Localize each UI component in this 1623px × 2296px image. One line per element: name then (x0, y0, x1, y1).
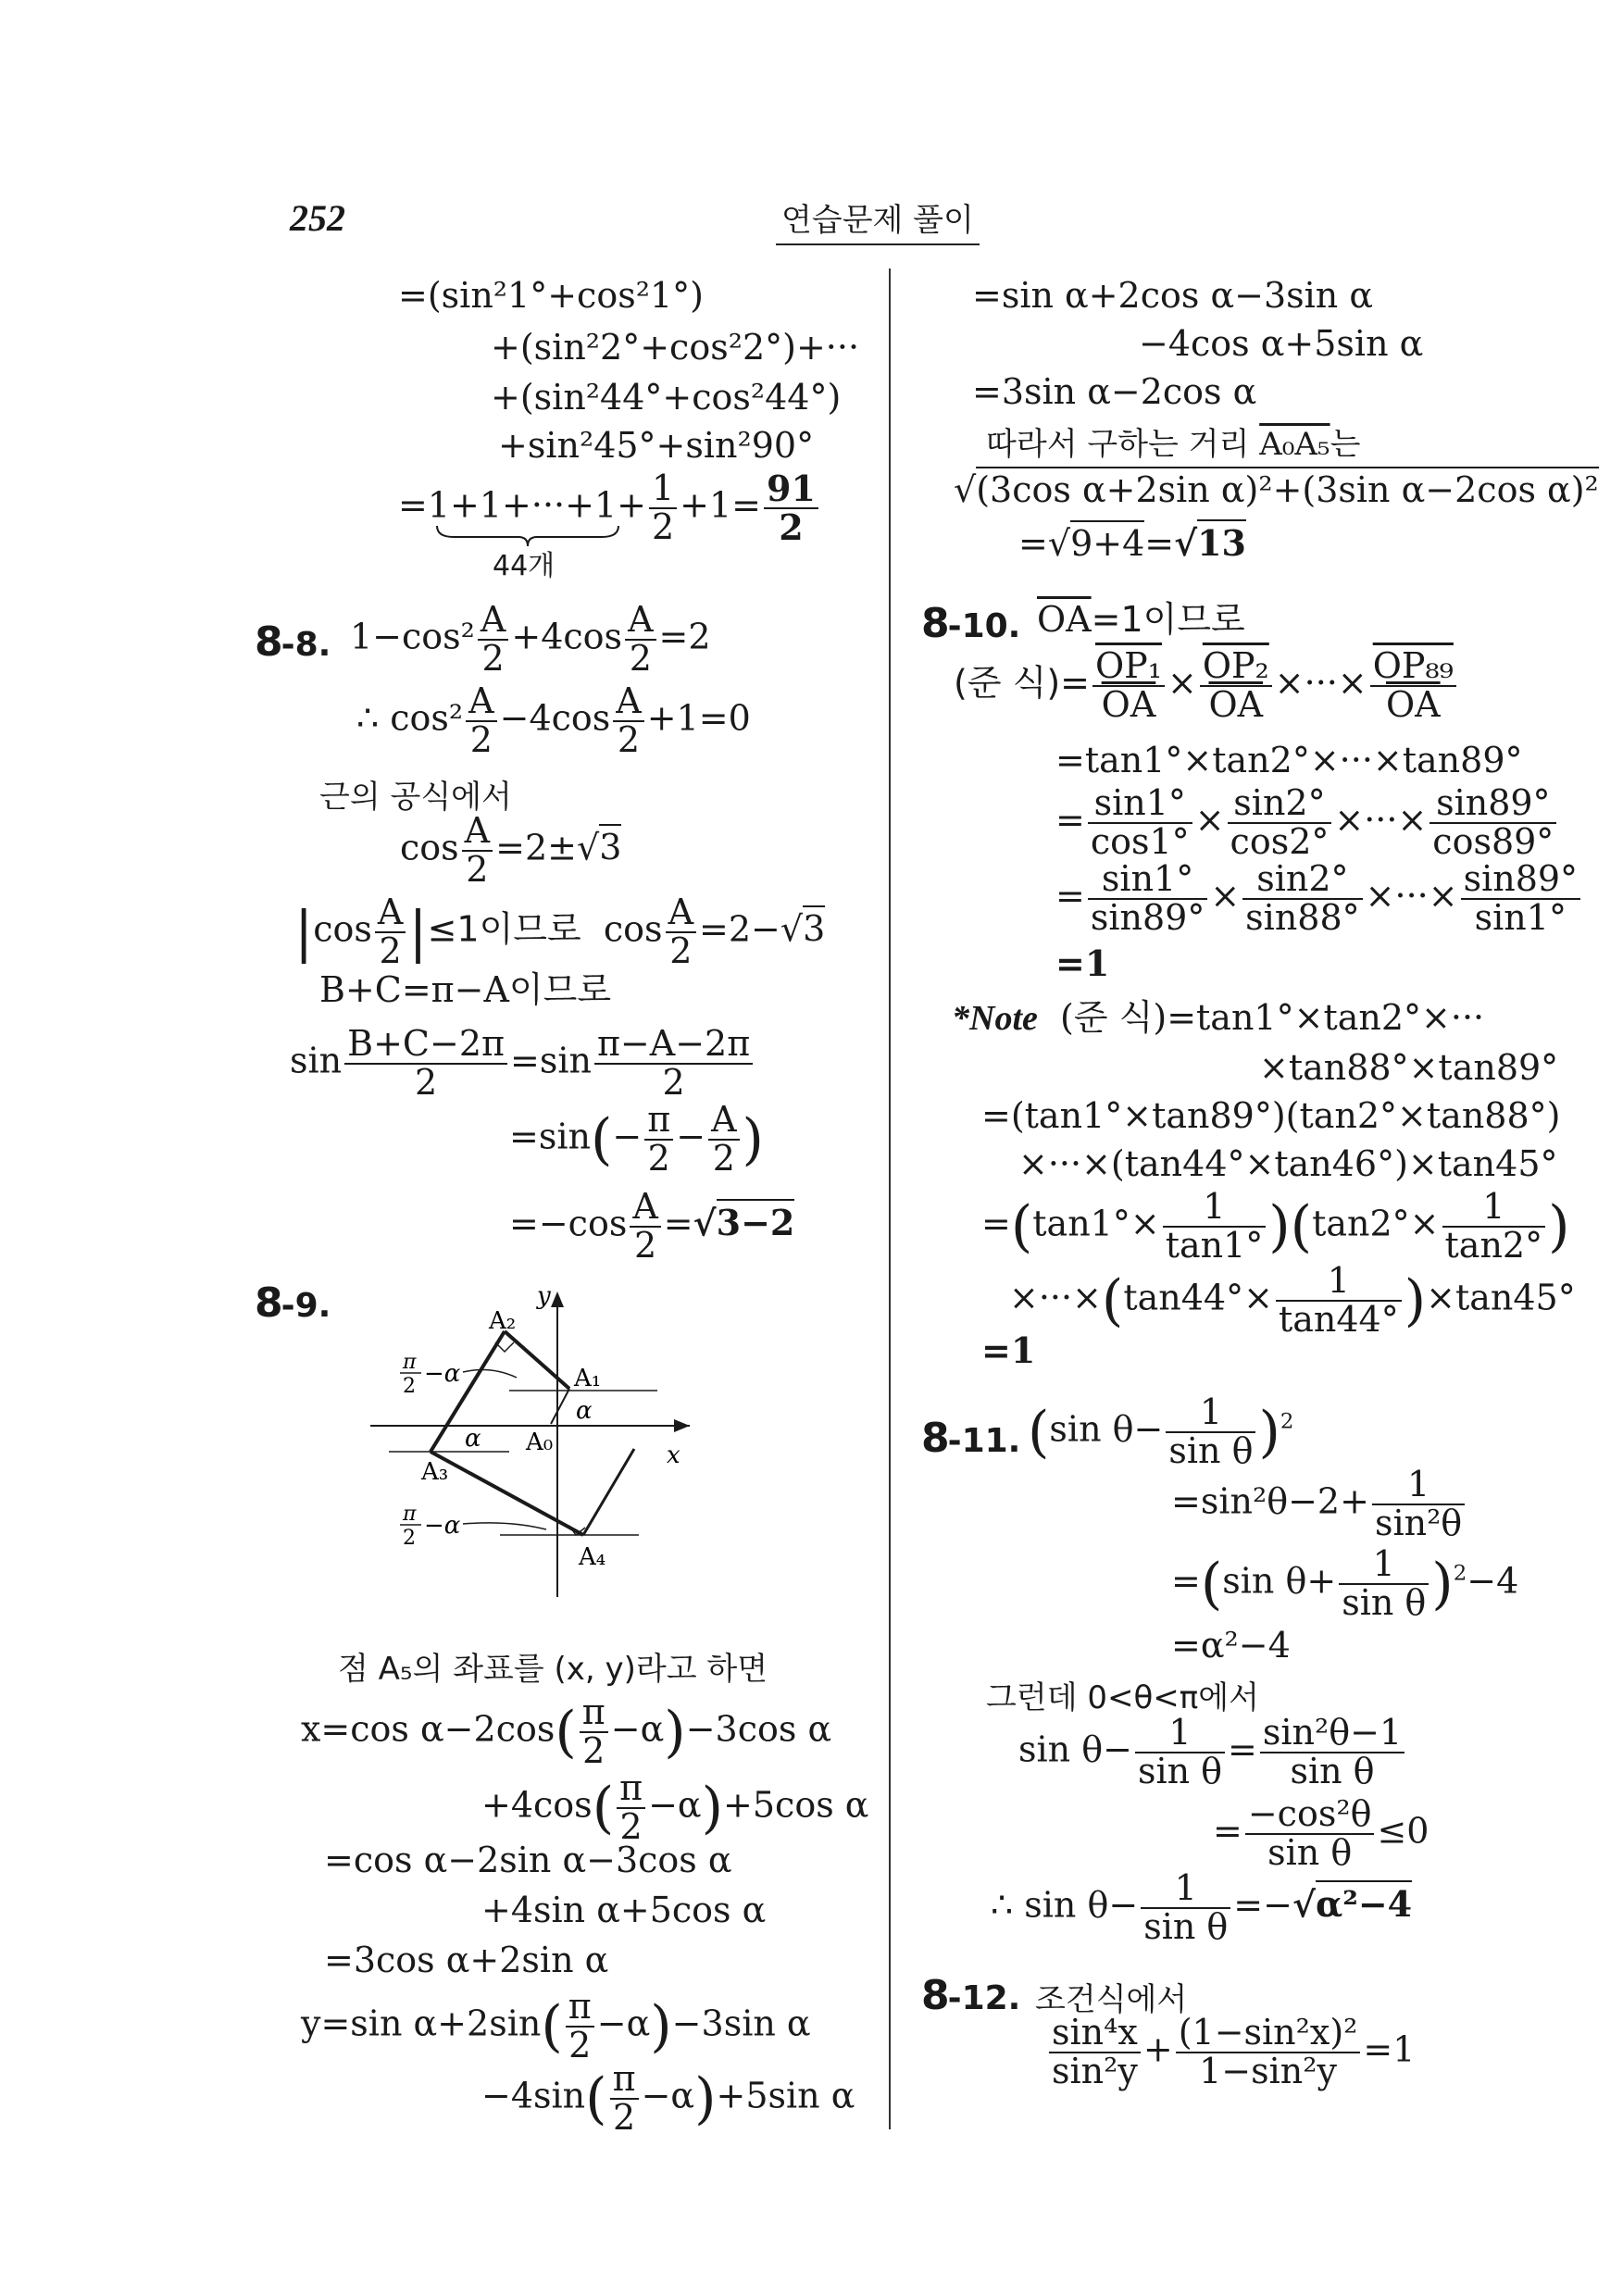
note-line-2: ×tan88°×tan89° (1259, 1047, 1559, 1088)
fig-label-a4: A₄ (579, 1543, 606, 1571)
p10-line-2: (준 식)= $\frac{\text{OP₁}}{OA}$ × $\frac{\text{OP₂}}{OA}$ ×···× $\frac{\text{OP₈₉}}{OA}$ (954, 648, 1459, 724)
p10-line-5: = $\frac{\sin 1^\circ}{\sin 89^\circ}$ × $\frac{\sin 2^\circ}{\sin 88^\circ}$ ×···× $\frac{\sin 89^\circ}{\sin 1^\circ}$ (1055, 861, 1583, 937)
p11-line-3: =(sin θ+ $\frac{1}{\text{sin θ}}$ )$^2$−4 (1171, 1543, 1519, 1623)
left-cont-line-3: +(sin²44°+cos²44°) (491, 377, 842, 418)
p9-y-line-1: y=sin α+2sin( $\frac{\pi}{2}$ −α)−3sin α (301, 1986, 811, 2065)
p9-x-line-4: +4sin α+5cos α (481, 1890, 767, 1930)
p11-line-4: =α²−4 (1171, 1625, 1291, 1666)
note-line-1: *Note (준 식)=tan1°×tan2°×··· (952, 997, 1485, 1038)
p8-line-7: =sin(− $\frac{\pi}{2}$ − $\frac{A}{2}$ ) (509, 1099, 764, 1179)
p8-line-3: cos $\frac{A}{2}$ =2±√3 (400, 810, 622, 890)
note-line-3: =(tan1°×tan89°)(tan2°×tan88°) (981, 1095, 1561, 1136)
fig-minus-alpha-1: −α (424, 1360, 461, 1388)
note-line-5: =(tan1°× $\frac{1}{\tan 1^\circ}$ )(tan2°× $\frac{1}{\tan 2^\circ}$ ) (981, 1186, 1570, 1266)
p10-line-3: =tan1°×tan2°×···×tan89° (1055, 740, 1523, 780)
note-line-4: ×···×(tan44°×tan46°)×tan45° (1018, 1143, 1558, 1184)
p11-line-8: ∴ sin θ− $\frac{1}{\text{sin θ}}$ =−√α²−4 (991, 1867, 1413, 1947)
note-line-6: ×···×(tan44°× $\frac{1}{\tan 44^\circ}$ )×tan45° (1009, 1260, 1576, 1340)
page-title: 연습문제 풀이 (776, 194, 980, 245)
p8-line-1: 1−cos² $\frac{A}{2}$ +4cos $\frac{A}{2}$ =2 (350, 599, 711, 679)
fig-two-label-2: 2 (403, 1527, 416, 1550)
fig-y-axis-label: y (537, 1282, 551, 1310)
fig-x-axis-label: x (667, 1441, 680, 1469)
p11-line-1: (sin θ− $\frac{1}{\text{sin θ}}$ )$^2$ (1028, 1391, 1294, 1471)
p9-x-line-3: =cos α−2sin α−3cos α (324, 1840, 732, 1880)
p11-line-6: sin θ− $\frac{1}{\text{sin θ}}$ = $\frac{\text{sin²θ−1}}{\text{sin θ}}$ (1018, 1715, 1407, 1791)
r-line-1: =sin α+2cos α−3sin α (972, 275, 1374, 316)
fig-label-a3: A₃ (421, 1458, 449, 1486)
p11-line-2: =sin²θ−2+ $\frac{1}{\text{sin²θ}}$ (1171, 1466, 1467, 1542)
geometry-figure (370, 1278, 713, 1611)
fig-two-label-1: 2 (403, 1375, 416, 1398)
note-line-7: =1 (981, 1329, 1036, 1371)
r-line-4: 따라서 구하는 거리 A₀A₅는 (986, 426, 1361, 463)
p10-line-6: =1 (1055, 942, 1110, 984)
problem-8-11-number: 8-11. (921, 1415, 1021, 1462)
problem-8-8-number: 8-8. (255, 618, 331, 666)
fig-alpha-1: α (576, 1397, 593, 1425)
column-divider (889, 268, 891, 2129)
p8-korean-1: 근의 공식에서 (319, 779, 512, 816)
r-line-5: √(3cos α+2sin α)²+(3sin α−2cos α)² (954, 472, 1599, 507)
p9-x-line-2: +4cos( $\frac{\pi}{2}$ −α)+5cos α (481, 1767, 869, 1847)
p9-y-line-2: −4sin( $\frac{\pi}{2}$ −α)+5sin α (481, 2058, 855, 2138)
p9-korean: 점 A₅의 좌표를 (x, y)라고 하면 (338, 1651, 768, 1688)
p8-line-4: |cos $\frac{A}{2}$ |≤1이므로 cos $\frac{A}{2}$ =2−√3 (294, 892, 826, 971)
r-line-6: =√9+4=√13 (1018, 526, 1246, 561)
problem-8-12-number: 8-12. (921, 1972, 1021, 2019)
p10-line-4: = $\frac{\sin 1^\circ}{\cos 1^\circ}$ × $\frac{\sin 2^\circ}{\cos 2^\circ}$ ×···× $\frac{\sin 89^\circ}{\cos 89^\circ}$ (1055, 785, 1559, 861)
r-line-2: −4cos α+5sin α (1139, 323, 1424, 364)
left-cont-final: =1+1+···+1+ $\frac{1}{2}$ +1= $\frac{91}{2}$ (398, 470, 821, 546)
p11-line-5: 그런데 0<θ<π에서 (986, 1679, 1259, 1716)
left-cont-line-2: +(sin²2°+cos²2°)+··· (491, 327, 860, 368)
left-cont-line-4: +sin²45°+sin²90° (498, 425, 815, 466)
page-number: 252 (290, 197, 345, 239)
fig-label-a2: A₂ (489, 1307, 517, 1335)
p12-korean: 조건식에서 (1035, 1981, 1188, 2018)
p11-line-7: = $\frac{\text{−cos²θ}}{\text{sin θ}}$ ≤0 (1213, 1793, 1429, 1873)
count-label: 44개 (493, 550, 556, 582)
fig-minus-alpha-2: −α (424, 1512, 461, 1540)
p8-line-6: sin $\frac{B+C-2\pi}{2}$ =sin $\frac{\pi-A-2\pi}{2}$ (290, 1026, 755, 1102)
problem-8-10-number: 8-10. (921, 600, 1021, 647)
problem-8-9-number: 8-9. (255, 1279, 331, 1327)
p8-line-8: =−cos $\frac{A}{2}$ =√3−2 (509, 1186, 795, 1266)
p8-line-5: B+C=π−A이므로 (319, 969, 612, 1010)
p12-line-1: $\frac{\text{sin⁴x}}{\text{sin²y}}$ + $\frac{\text{(1−sin²x)²}}{\text{1−sin²y}}$ =1 (1046, 2015, 1415, 2090)
r-line-3: =3sin α−2cos α (972, 371, 1257, 412)
fig-label-a1: A₁ (574, 1365, 602, 1392)
fig-pi-label-2: π (403, 1503, 417, 1526)
p9-x-line-5: =3cos α+2sin α (324, 1940, 609, 1980)
fig-label-a0: A₀ (526, 1429, 554, 1456)
fig-pi-label-1: π (403, 1351, 417, 1374)
p10-line-1: $\overline{OA}=1$이므로 (1037, 599, 1245, 640)
p9-x-line-1: x=cos α−2cos( $\frac{\pi}{2}$ −α)−3cos α (301, 1691, 832, 1771)
p8-line-2: ∴ cos² $\frac{A}{2}$ −4cos $\frac{A}{2}$ +1=0 (356, 680, 751, 760)
fig-alpha-2: α (465, 1425, 481, 1453)
left-cont-line-1: =(sin²1°+cos²1°) (398, 275, 704, 316)
